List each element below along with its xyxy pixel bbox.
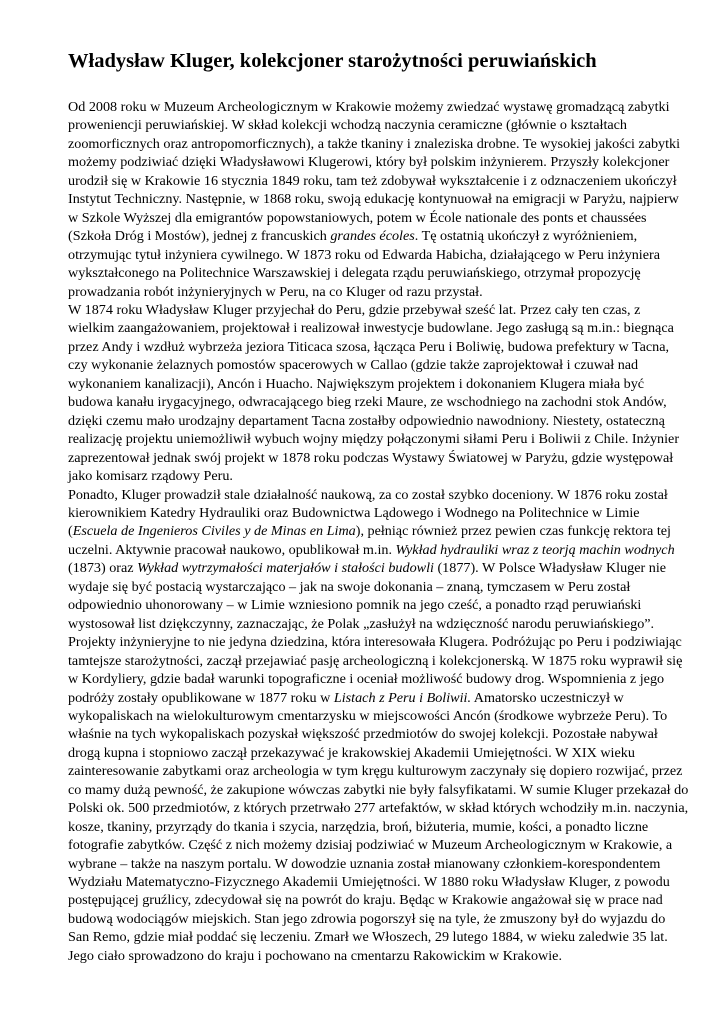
paragraph-2 [68,301,690,486]
text-run: ), pełniąc również przez pewien czas funkcję rektora tej uczelni. Aktywnie pracował naukowo, opublikował m.in. [68,523,671,558]
text-run: . Tę ostatnią ukończył z wyróżnieniem, otrzymując tytuł inżyniera cywilnego. W 1873 roku od Edwarda Habicha, działającego w Peru inżyniera wykształconego na Politechnice Warszawskiej i delegata rządu peruwiańskiego, otrzymał propozycję prowadzania robót inżynieryjnych w Peru, na co Kluger od razu przystał. [68,228,661,300]
text-run: Od 2008 roku w Muzeum Archeologicznym w Krakowie możemy zwiedzać wystawę gromadzącą zabytki proweniencji peruwiańskiej. W skład kolekcji wchodzą naczynia ceramiczne (głównie o kształtach zoomorficznych oraz antropomorficznych), a także tkaniny i znaleziska drobne. Te wysokiej jakości zabytki możemy podziwiać dzięki Władysławowi Klugerowi, który był polskim inżynierem. Przyszły kolekcjoner urodził się w Krakowie 16 stycznia 1849 roku, tam też zdobywał wykształcenie i z odznaczeniem ukończył Instytut Techniczny. Następnie, w 1868 roku, swoją edukację kontynuował na emigracji w Paryżu, najpierw w Szkole Wyższej dla emigrantów popowstaniowych, potem w École nationale des ponts et chaussées (Szkoła Dróg i Mostów), jednej z francuskich [68,99,681,245]
paragraph-4 [68,633,690,965]
text-run: W 1874 roku Władysław Kluger przyjechał do Peru, gdzie przebywał sześć lat. Przez cały ten czas, z wielkim zaangażowaniem, projektował i realizował inwestycje budowlane. Jego zasługą są m.in.: biegnąca przez Andy i wzdłuż wybrzeża jeziora Titicaca szosa, łącząca Peru i Boliwię, budowa prefektury w Tacna, czy wykonanie żelaznych pomostów spacerowych w Callao (gdzie także zaprojektował i czuwał nad wykonaniem kanalizacji), Ancón i Huacho. Największym projektem i dokonaniem Klugera miała być budowa kanału irygacyjnego, odwracającego bieg rzeki Maure, ze wschodniego na zachodni stok Andów, dzięki czemu mało urodzajny departament Tacna zostałby odpowiednio nawodniony. Niestety, ostateczną realizację projektu uniemożliwił wybuch wojny między połączonymi siłami Peru i Boliwii z Chile. Inżynier zaprezentował jednak swój projekt w 1878 roku podczas Wystawy Światowej w Paryżu, gdzie występował jako komisarz rządowy Peru. [68,301,680,485]
document-page [68,48,690,965]
text-run: Ponadto, Kluger prowadził stale działalność naukową, za co został szybko doceniony. W 1876 roku został kierownikiem Katedry Hydrauliki oraz Budownictwa Lądowego i Wodnego na Politechnice w Limie ( [68,486,668,540]
paragraph-1 [68,98,690,301]
text-run: (1873) oraz [68,560,138,577]
italic-text-run: Wykład wytrzymałości materjałów i stałości budowli [137,560,434,577]
text-run: Projekty inżynieryjne to nie jedyna dziedzina, która interesowała Klugera. Podróżując po Peru i podziwiając tamtejsze starożytności, zaczął przejawiać pasję archeologiczną i kolekcjonerską. W 1875 roku wyprawił się w Kordyliery, gdzie badał warunki topograficzne i oceniał możliwość budowy drog. Wspomnienia z jego podróży zostały opublikowane w 1877 roku w [68,634,683,706]
text-run: (1877). W Polsce Władysław Kluger nie wydaje się być postacią wystarczająco – jak na swoje dokonania – znaną, tymczasem w Peru został odpowiednio uhonorowany – w Limie wzniesiono pomnik na jego cześć, a ponadto rząd peruwiański wystosował list dziękczynny, zaznaczając, że Polak „zasłużył na wdzięczność narodu peruwiańskiego”. [68,560,667,632]
page-title: Władysław Kluger, kolekcjoner starożytności peruwiańskich [68,50,597,72]
text-run: Amatorsko uczestniczył w wykopaliskach na wielokulturowym cmentarzysku w miejscowości Ancón (środkowe wybrzeże Peru). To właśnie na tych wykopaliskach pozyskał większość przedmiotów do swojej kolekcji. Pozostałe nabywał drogą kupna i stopniowo zaczął przekazywać je krakowskiej Akademii Umiejętności. W XIX wieku zainteresowanie zabytkami oraz archeologia w tym kręgu kulturowym zaczynały się dopiero rozwijać, przez co mamy dużą pewność, że zakupione wówczas zabytki nie były falsyfikatami. W sumie Kluger przekazał do Polski ok. 500 przedmiotów, z których przetrwało 277 artefaktów, w skład których wchodziły m.in. naczynia, kosze, tkaniny, przyrządy do tkania i szycia, narzędzia, broń, biżuteria, mumie, kości, a ponadto liczne fotografie zabytków. Część z nich możemy dzisiaj podziwiać w Muzeum Archeologicznym w Krakowie, a wybrane – także na naszym portalu. W dowodzie uznania został mianowany członkiem-korespondentem Wydziału Matematyczno-Fizycznego Akademii Umiejętności. W 1880 roku Władysław Kluger, z powodu postępującej gruźlicy, zdecydował się na powrót do kraju. Będąc w Krakowie angażował się w prace nad budową wodociągów miejskich. Stan jego zdrowia pogorszył się na tyle, że zmuszony był do wyjazdu do San Remo, gdzie miał poddać się leczeniu. Zmarł we Włoszech, 29 lutego 1884, w wieku zaledwie 35 lat. Jego ciało sprowadzono do kraju i pochowano na cmentarzu Rakowickim w Krakowie. [68,689,689,964]
italic-text-run: grandes écoles [330,228,415,245]
italic-text-run: Listach z Peru i Boliwii. [333,689,471,706]
italic-text-run: Wykład hydrauliki wraz z teorją machin wodnych [395,541,675,558]
article-body [68,98,690,965]
italic-text-run: Escuela de Ingenieros Civiles y de Minas en Lima [72,523,356,540]
paragraph-3 [68,486,690,634]
